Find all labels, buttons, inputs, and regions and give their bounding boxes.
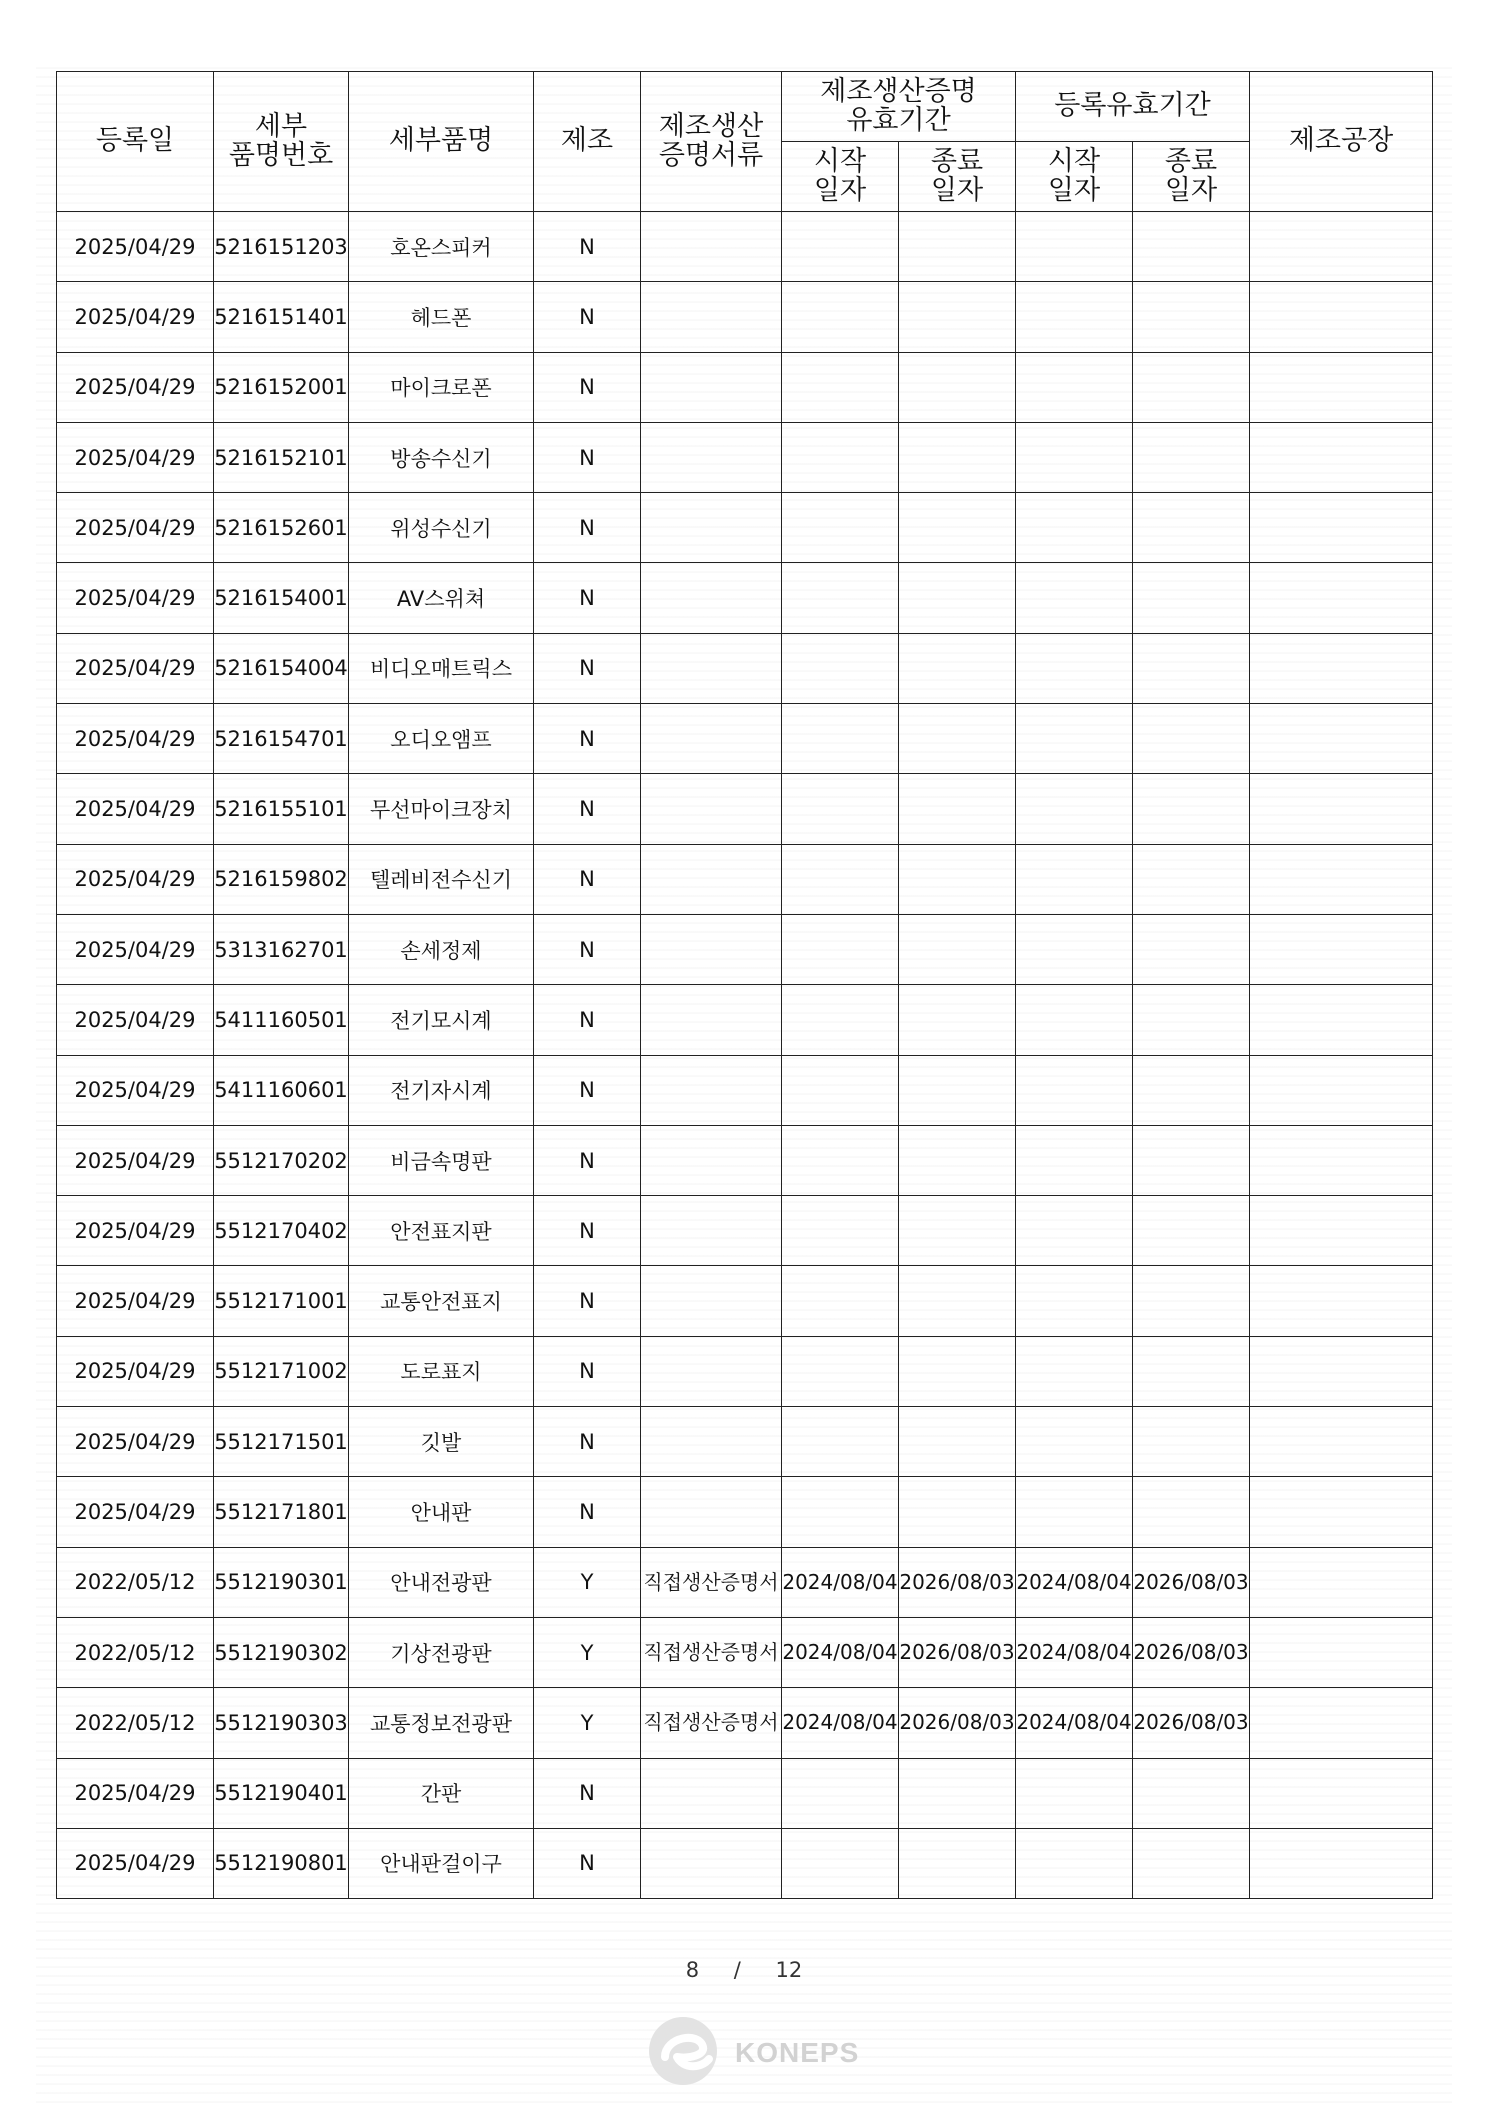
cell-reg-end — [1133, 1407, 1250, 1477]
cell-factory — [1250, 1266, 1433, 1336]
cell-proof-end — [899, 352, 1016, 422]
table-body — [57, 212, 1433, 1899]
cell-mfg: N — [534, 352, 641, 422]
cell-item-no: 5512171002 — [214, 1336, 349, 1406]
cell-proof-start — [782, 985, 899, 1055]
cell-proof-start — [782, 282, 899, 352]
cell-item-name: 비디오매트릭스 — [349, 633, 534, 703]
cell-proof-start — [782, 352, 899, 422]
table-row — [57, 985, 1433, 1055]
header-mfg: 제조 — [534, 72, 641, 212]
cell-mfg: N — [534, 493, 641, 563]
cell-proof-end — [899, 844, 1016, 914]
cell-proof-doc — [641, 1477, 782, 1547]
cell-proof-end — [899, 282, 1016, 352]
page-number — [0, 1958, 1488, 1982]
cell-reg-start: 2024/08/04 — [1016, 1688, 1133, 1758]
cell-reg-end — [1133, 985, 1250, 1055]
cell-factory — [1250, 1196, 1433, 1266]
header-item-name: 세부품명 — [349, 72, 534, 212]
cell-reg-date: 2025/04/29 — [57, 493, 214, 563]
cell-item-no: 5512171801 — [214, 1477, 349, 1547]
header-reg-start-label: 시작 일자 — [1047, 146, 1101, 206]
cell-reg-end — [1133, 1125, 1250, 1195]
cell-item-name: 교통정보전광판 — [349, 1688, 534, 1758]
cell-factory — [1250, 1758, 1433, 1828]
header-proof-end-label: 종료 일자 — [930, 146, 984, 206]
cell-mfg: N — [534, 633, 641, 703]
table-row — [57, 1336, 1433, 1406]
cell-mfg: N — [534, 282, 641, 352]
cell-reg-date: 2025/04/29 — [57, 914, 214, 984]
current-page: 8 — [685, 1958, 700, 1982]
cell-item-name: 간판 — [349, 1758, 534, 1828]
cell-reg-end — [1133, 1477, 1250, 1547]
cell-mfg: N — [534, 1266, 641, 1336]
cell-proof-start — [782, 1196, 899, 1266]
cell-proof-start — [782, 1125, 899, 1195]
table-header — [57, 72, 1433, 212]
cell-proof-doc — [641, 282, 782, 352]
cell-reg-start — [1016, 1266, 1133, 1336]
cell-reg-date: 2025/04/29 — [57, 1758, 214, 1828]
cell-reg-start — [1016, 704, 1133, 774]
header-reg-end — [1133, 142, 1250, 212]
cell-reg-end — [1133, 352, 1250, 422]
header-item-no-label: 세부 품명번호 — [228, 111, 334, 171]
table-row — [57, 633, 1433, 703]
cell-proof-end — [899, 1055, 1016, 1125]
cell-item-name: 깃발 — [349, 1407, 534, 1477]
cell-reg-date: 2025/04/29 — [57, 844, 214, 914]
cell-reg-date: 2022/05/12 — [57, 1547, 214, 1617]
koneps-logo-icon — [643, 2013, 727, 2089]
cell-reg-date: 2025/04/29 — [57, 985, 214, 1055]
cell-factory — [1250, 1125, 1433, 1195]
cell-reg-date: 2022/05/12 — [57, 1617, 214, 1687]
cell-factory — [1250, 1828, 1433, 1898]
cell-item-name: 손세정제 — [349, 914, 534, 984]
cell-mfg: Y — [534, 1547, 641, 1617]
cell-reg-end — [1133, 1758, 1250, 1828]
table-row — [57, 1828, 1433, 1898]
cell-proof-doc — [641, 493, 782, 563]
cell-factory — [1250, 985, 1433, 1055]
cell-reg-start — [1016, 1055, 1133, 1125]
cell-item-name: 텔레비전수신기 — [349, 844, 534, 914]
cell-reg-end — [1133, 633, 1250, 703]
cell-reg-date: 2025/04/29 — [57, 1828, 214, 1898]
cell-item-name: 안내판 — [349, 1477, 534, 1547]
table-row — [57, 212, 1433, 282]
cell-proof-end — [899, 212, 1016, 282]
koneps-logo — [643, 2005, 860, 2095]
total-pages: 12 — [775, 1958, 803, 1982]
cell-proof-start — [782, 774, 899, 844]
cell-proof-end — [899, 1336, 1016, 1406]
cell-proof-end — [899, 633, 1016, 703]
cell-reg-start — [1016, 914, 1133, 984]
cell-reg-date: 2025/04/29 — [57, 212, 214, 282]
cell-reg-start — [1016, 212, 1133, 282]
cell-proof-end: 2026/08/03 — [899, 1617, 1016, 1687]
cell-item-name: 오디오앰프 — [349, 704, 534, 774]
table-row — [57, 1688, 1433, 1758]
cell-factory — [1250, 352, 1433, 422]
cell-mfg: N — [534, 1758, 641, 1828]
cell-proof-end — [899, 774, 1016, 844]
cell-item-name: 안내판걸이구 — [349, 1828, 534, 1898]
cell-reg-date: 2025/04/29 — [57, 1055, 214, 1125]
cell-reg-end — [1133, 563, 1250, 633]
cell-reg-end — [1133, 493, 1250, 563]
table-row — [57, 1758, 1433, 1828]
cell-proof-doc: 직접생산증명서 — [641, 1547, 782, 1617]
cell-mfg: Y — [534, 1688, 641, 1758]
cell-reg-start — [1016, 1758, 1133, 1828]
table-row — [57, 914, 1433, 984]
cell-proof-doc — [641, 563, 782, 633]
cell-item-no: 5512190303 — [214, 1688, 349, 1758]
cell-proof-start — [782, 633, 899, 703]
cell-proof-start — [782, 1055, 899, 1125]
cell-reg-date: 2025/04/29 — [57, 1477, 214, 1547]
cell-reg-date: 2025/04/29 — [57, 704, 214, 774]
header-reg-start — [1016, 142, 1133, 212]
cell-reg-end — [1133, 704, 1250, 774]
cell-proof-start — [782, 212, 899, 282]
cell-factory — [1250, 1336, 1433, 1406]
header-proof-period-label: 제조생산증명 유효기간 — [820, 76, 977, 136]
cell-mfg: N — [534, 1125, 641, 1195]
table-row — [57, 422, 1433, 492]
cell-proof-doc — [641, 422, 782, 492]
cell-reg-start — [1016, 493, 1133, 563]
cell-proof-doc — [641, 704, 782, 774]
cell-factory — [1250, 493, 1433, 563]
cell-mfg: N — [534, 1196, 641, 1266]
cell-reg-date: 2025/04/29 — [57, 633, 214, 703]
cell-reg-date: 2025/04/29 — [57, 282, 214, 352]
cell-factory — [1250, 844, 1433, 914]
cell-reg-end — [1133, 914, 1250, 984]
cell-mfg: N — [534, 704, 641, 774]
cell-reg-start — [1016, 1477, 1133, 1547]
table-row — [57, 352, 1433, 422]
cell-reg-end — [1133, 1828, 1250, 1898]
cell-reg-date: 2025/04/29 — [57, 1196, 214, 1266]
table-row — [57, 774, 1433, 844]
cell-reg-start — [1016, 422, 1133, 492]
cell-factory — [1250, 282, 1433, 352]
cell-item-name: 무선마이크장치 — [349, 774, 534, 844]
cell-factory — [1250, 1547, 1433, 1617]
cell-factory — [1250, 704, 1433, 774]
cell-mfg: N — [534, 1336, 641, 1406]
cell-proof-doc: 직접생산증명서 — [641, 1688, 782, 1758]
cell-item-name: 헤드폰 — [349, 282, 534, 352]
cell-factory — [1250, 1617, 1433, 1687]
cell-item-name: 방송수신기 — [349, 422, 534, 492]
cell-mfg: N — [534, 985, 641, 1055]
cell-reg-date: 2022/05/12 — [57, 1688, 214, 1758]
cell-mfg: N — [534, 212, 641, 282]
header-reg-date: 등록일 — [57, 72, 214, 212]
cell-proof-start — [782, 1758, 899, 1828]
cell-item-name: 위성수신기 — [349, 493, 534, 563]
cell-reg-start — [1016, 1196, 1133, 1266]
header-reg-period: 등록유효기간 — [1016, 72, 1250, 142]
header-item-no — [214, 72, 349, 212]
cell-reg-start — [1016, 985, 1133, 1055]
cell-proof-end — [899, 1407, 1016, 1477]
cell-item-no: 5216159802 — [214, 844, 349, 914]
cell-mfg: N — [534, 1828, 641, 1898]
cell-mfg: N — [534, 914, 641, 984]
cell-proof-end — [899, 1828, 1016, 1898]
table-row — [57, 563, 1433, 633]
cell-item-no: 5512190301 — [214, 1547, 349, 1617]
cell-factory — [1250, 422, 1433, 492]
cell-item-no: 5512190302 — [214, 1617, 349, 1687]
cell-proof-doc — [641, 1407, 782, 1477]
cell-item-no: 5216152101 — [214, 422, 349, 492]
cell-proof-doc — [641, 212, 782, 282]
cell-proof-doc — [641, 1828, 782, 1898]
cell-reg-start — [1016, 1407, 1133, 1477]
cell-item-name: 기상전광판 — [349, 1617, 534, 1687]
cell-reg-end — [1133, 844, 1250, 914]
cell-item-no: 5216155101 — [214, 774, 349, 844]
cell-factory — [1250, 633, 1433, 703]
table-row — [57, 1477, 1433, 1547]
cell-proof-start — [782, 422, 899, 492]
cell-proof-start — [782, 1336, 899, 1406]
cell-reg-end — [1133, 774, 1250, 844]
cell-proof-doc — [641, 1055, 782, 1125]
cell-proof-start — [782, 563, 899, 633]
header-proof-start-label: 시작 일자 — [813, 146, 867, 206]
cell-proof-end — [899, 1125, 1016, 1195]
table-row — [57, 1266, 1433, 1336]
cell-reg-date: 2025/04/29 — [57, 352, 214, 422]
cell-reg-start — [1016, 1336, 1133, 1406]
cell-proof-start — [782, 493, 899, 563]
koneps-logo-text: KONEPS — [735, 2037, 860, 2068]
cell-proof-doc — [641, 985, 782, 1055]
cell-item-name: 비금속명판 — [349, 1125, 534, 1195]
cell-item-no: 5216154001 — [214, 563, 349, 633]
cell-reg-start — [1016, 563, 1133, 633]
cell-proof-start — [782, 1407, 899, 1477]
cell-factory — [1250, 212, 1433, 282]
cell-proof-end — [899, 914, 1016, 984]
table-row — [57, 1407, 1433, 1477]
cell-item-no: 5411160501 — [214, 985, 349, 1055]
cell-proof-end — [899, 493, 1016, 563]
cell-proof-doc — [641, 1266, 782, 1336]
cell-proof-end — [899, 704, 1016, 774]
cell-reg-start — [1016, 844, 1133, 914]
cell-item-name: 마이크로폰 — [349, 352, 534, 422]
header-proof-start — [782, 142, 899, 212]
page-separator: / — [733, 1958, 741, 1982]
cell-reg-end — [1133, 1336, 1250, 1406]
cell-proof-doc — [641, 914, 782, 984]
cell-factory — [1250, 774, 1433, 844]
cell-factory — [1250, 1407, 1433, 1477]
cell-factory — [1250, 1477, 1433, 1547]
header-proof-doc — [641, 72, 782, 212]
table-row — [57, 1196, 1433, 1266]
cell-proof-start: 2024/08/04 — [782, 1617, 899, 1687]
cell-proof-end — [899, 1477, 1016, 1547]
cell-mfg: N — [534, 1477, 641, 1547]
cell-item-no: 5512190401 — [214, 1758, 349, 1828]
cell-proof-doc — [641, 1125, 782, 1195]
cell-factory — [1250, 1055, 1433, 1125]
cell-reg-end — [1133, 422, 1250, 492]
cell-item-no: 5512170202 — [214, 1125, 349, 1195]
cell-proof-start: 2024/08/04 — [782, 1688, 899, 1758]
cell-item-no: 5512170402 — [214, 1196, 349, 1266]
cell-item-no: 5216154004 — [214, 633, 349, 703]
cell-reg-start — [1016, 282, 1133, 352]
table-row — [57, 282, 1433, 352]
cell-reg-date: 2025/04/29 — [57, 774, 214, 844]
cell-reg-start — [1016, 774, 1133, 844]
header-proof-period — [782, 72, 1016, 142]
cell-item-name: 교통안전표지 — [349, 1266, 534, 1336]
cell-item-no: 5216151203 — [214, 212, 349, 282]
cell-item-no: 5313162701 — [214, 914, 349, 984]
cell-proof-end — [899, 1266, 1016, 1336]
cell-reg-end: 2026/08/03 — [1133, 1547, 1250, 1617]
cell-item-no: 5512171501 — [214, 1407, 349, 1477]
registration-table — [56, 71, 1433, 1899]
table-row — [57, 1055, 1433, 1125]
cell-proof-end: 2026/08/03 — [899, 1688, 1016, 1758]
cell-reg-end — [1133, 1196, 1250, 1266]
header-reg-end-label: 종료 일자 — [1164, 146, 1218, 206]
cell-item-name: 도로표지 — [349, 1336, 534, 1406]
cell-item-name: 호온스피커 — [349, 212, 534, 282]
table-row — [57, 1547, 1433, 1617]
cell-proof-end — [899, 422, 1016, 492]
cell-item-no: 5512190801 — [214, 1828, 349, 1898]
cell-item-name: AV스위쳐 — [349, 563, 534, 633]
cell-reg-end — [1133, 1266, 1250, 1336]
table-row — [57, 844, 1433, 914]
cell-proof-end — [899, 1758, 1016, 1828]
header-proof-doc-label: 제조생산 증명서류 — [658, 111, 764, 171]
cell-mfg: N — [534, 563, 641, 633]
cell-proof-start — [782, 1828, 899, 1898]
cell-proof-doc — [641, 1196, 782, 1266]
cell-reg-start — [1016, 633, 1133, 703]
header-factory: 제조공장 — [1250, 72, 1433, 212]
cell-item-no: 5411160601 — [214, 1055, 349, 1125]
cell-factory — [1250, 1688, 1433, 1758]
cell-proof-end — [899, 1196, 1016, 1266]
cell-item-name: 전기모시계 — [349, 985, 534, 1055]
cell-reg-start: 2024/08/04 — [1016, 1617, 1133, 1687]
cell-reg-start — [1016, 1828, 1133, 1898]
cell-mfg: N — [534, 774, 641, 844]
cell-reg-end — [1133, 212, 1250, 282]
cell-item-name: 안내전광판 — [349, 1547, 534, 1617]
cell-mfg: N — [534, 1407, 641, 1477]
table-row — [57, 493, 1433, 563]
header-proof-end — [899, 142, 1016, 212]
cell-proof-doc — [641, 1336, 782, 1406]
cell-mfg: Y — [534, 1617, 641, 1687]
cell-reg-start — [1016, 352, 1133, 422]
cell-item-no: 5512171001 — [214, 1266, 349, 1336]
cell-proof-start — [782, 1266, 899, 1336]
cell-proof-doc — [641, 352, 782, 422]
cell-mfg: N — [534, 422, 641, 492]
cell-reg-date: 2025/04/29 — [57, 1336, 214, 1406]
cell-reg-date: 2025/04/29 — [57, 1407, 214, 1477]
table-row — [57, 704, 1433, 774]
table-row — [57, 1125, 1433, 1195]
cell-reg-end: 2026/08/03 — [1133, 1688, 1250, 1758]
cell-proof-end — [899, 985, 1016, 1055]
cell-reg-date: 2025/04/29 — [57, 1266, 214, 1336]
cell-proof-start — [782, 704, 899, 774]
cell-item-name: 전기자시계 — [349, 1055, 534, 1125]
cell-reg-start: 2024/08/04 — [1016, 1547, 1133, 1617]
cell-proof-doc — [641, 633, 782, 703]
cell-reg-date: 2025/04/29 — [57, 1125, 214, 1195]
cell-proof-start: 2024/08/04 — [782, 1547, 899, 1617]
cell-reg-date: 2025/04/29 — [57, 563, 214, 633]
cell-item-no: 5216152001 — [214, 352, 349, 422]
cell-reg-date: 2025/04/29 — [57, 422, 214, 492]
cell-reg-end — [1133, 1055, 1250, 1125]
cell-proof-doc — [641, 1758, 782, 1828]
cell-proof-doc — [641, 844, 782, 914]
cell-proof-doc — [641, 774, 782, 844]
cell-proof-start — [782, 1477, 899, 1547]
cell-proof-start — [782, 914, 899, 984]
cell-item-name: 안전표지판 — [349, 1196, 534, 1266]
cell-proof-doc: 직접생산증명서 — [641, 1617, 782, 1687]
cell-factory — [1250, 563, 1433, 633]
cell-mfg: N — [534, 844, 641, 914]
cell-item-no: 5216152601 — [214, 493, 349, 563]
cell-item-no: 5216154701 — [214, 704, 349, 774]
cell-reg-start — [1016, 1125, 1133, 1195]
cell-proof-end: 2026/08/03 — [899, 1547, 1016, 1617]
cell-mfg: N — [534, 1055, 641, 1125]
cell-reg-end: 2026/08/03 — [1133, 1617, 1250, 1687]
cell-reg-end — [1133, 282, 1250, 352]
cell-proof-end — [899, 563, 1016, 633]
cell-proof-start — [782, 844, 899, 914]
cell-item-no: 5216151401 — [214, 282, 349, 352]
cell-factory — [1250, 914, 1433, 984]
table-row — [57, 1617, 1433, 1687]
